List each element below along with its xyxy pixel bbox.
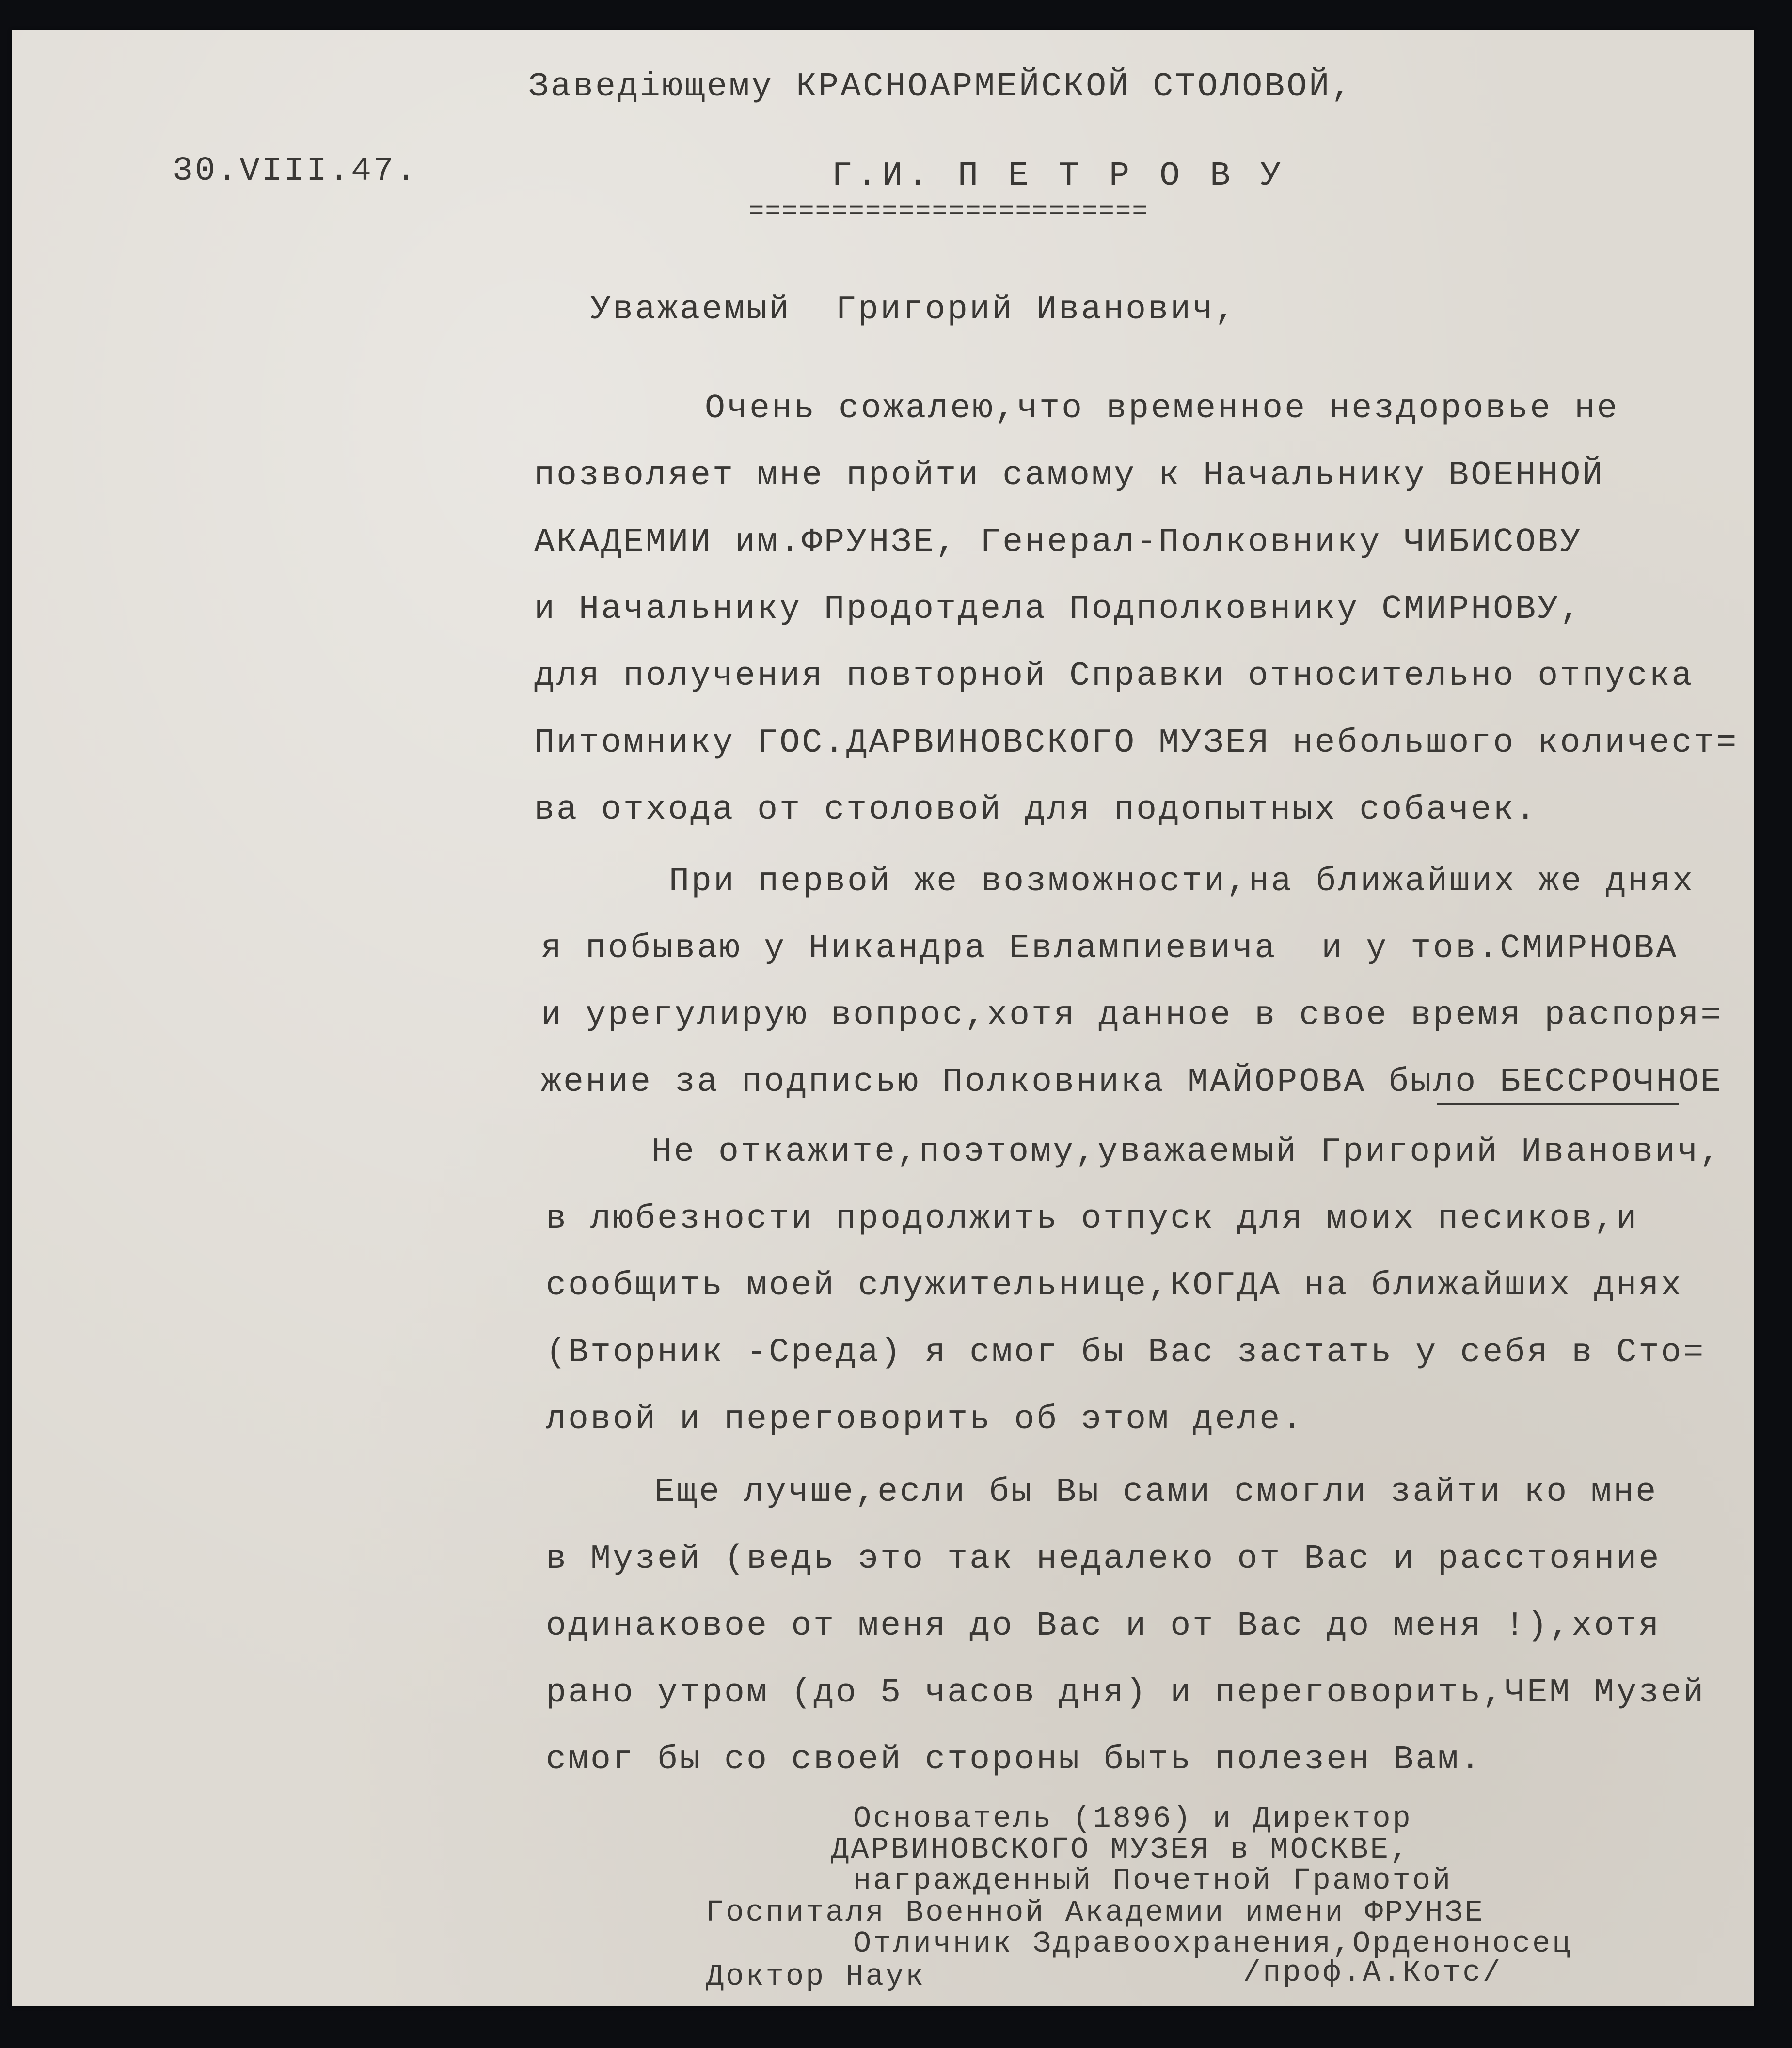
body-line: смог бы со своей стороны быть полезен Вам. [546,1741,1483,1779]
body-line: для получения повторной Справки относительно отпуска [534,657,1694,695]
signature-name: /проф.А.Котс/ [1243,1955,1503,1990]
body-line: ва отхода от столовой для подопытных собачек. [534,791,1538,829]
body-line: позволяет мне пройти самому к Начальнику ВОЕННОЙ [534,457,1605,495]
body-line: ловой и переговорить об этом деле. [546,1401,1304,1439]
body-line: Еще лучше,если бы Вы сами смогли зайти ко мне [654,1473,1658,1512]
body-line: Не откажите,поэтому,уважаемый Григорий Иванович, [651,1133,1722,1171]
recipient-name: Г.И. П Е Т Р О В У [832,157,1286,195]
body-line: Питомнику ГОС.ДАРВИНОВСКОГО МУЗЕЯ небольшого количест= [534,724,1739,762]
letter-paper [12,30,1754,2006]
signature-line: Отличник Здравоохранения,Орденоносец [853,1926,1572,1961]
body-line: я побываю у Никандра Евлампиевича и у тов.СМИРНОВА [541,929,1679,968]
signature-line: награжденный Почетной Грамотой [853,1863,1453,1898]
body-line: одинаковое от меня до Вас и от Вас до меня !),хотя [546,1607,1661,1645]
signature-line: ДАРВИНОВСКОГО МУЗЕЯ в МОСКВЕ, [831,1832,1410,1867]
bessrochnoe-underline [1437,1103,1679,1105]
body-line: жение за подписью Полковника МАЙОРОВА было БЕССРОЧНОЕ [541,1063,1723,1102]
body-line: АКАДЕМИИ им.ФРУНЗЕ, Генерал-Полковнику ЧИБИСОВУ [534,523,1583,562]
body-line: сообщить моей служительнице,КОГДА на ближайших днях [546,1267,1683,1305]
body-line: и урегулирую вопрос,хотя данное в свое время распоря= [541,996,1723,1035]
signature-degree: Доктор Наук [706,1959,926,1994]
body-line: в Музей (ведь это так недалеко от Вас и расстояние [546,1540,1661,1578]
greeting: Уважаемый Григорий Иванович, [590,291,1237,329]
body-line: (Вторник -Среда) я смог бы Вас застать у себя в Сто= [546,1334,1706,1372]
body-line: Очень сожалею,что временное нездоровье не [705,390,1619,428]
body-line: в любезности продолжить отпуск для моих песиков,и [546,1200,1639,1238]
signature-line: Госпиталя Военной Академии имени ФРУНЗЕ [706,1895,1485,1930]
letter-date: 30.VIII.47. [173,152,418,190]
signature-line: Основатель (1896) и Директор [853,1801,1412,1836]
recipient-name-underline: ======================== [748,197,1149,227]
addressee-line: Заведіющему КРАСНОАРМЕЙСКОЙ СТОЛОВОЙ, [528,68,1354,106]
body-line: и Начальнику Продотдела Подполковнику СМИРНОВУ, [534,590,1583,629]
body-line: рано утром (до 5 часов дня) и переговорить,ЧЕМ Музей [546,1674,1706,1712]
body-line: При первой же возможности,на ближайших же днях [669,863,1695,901]
